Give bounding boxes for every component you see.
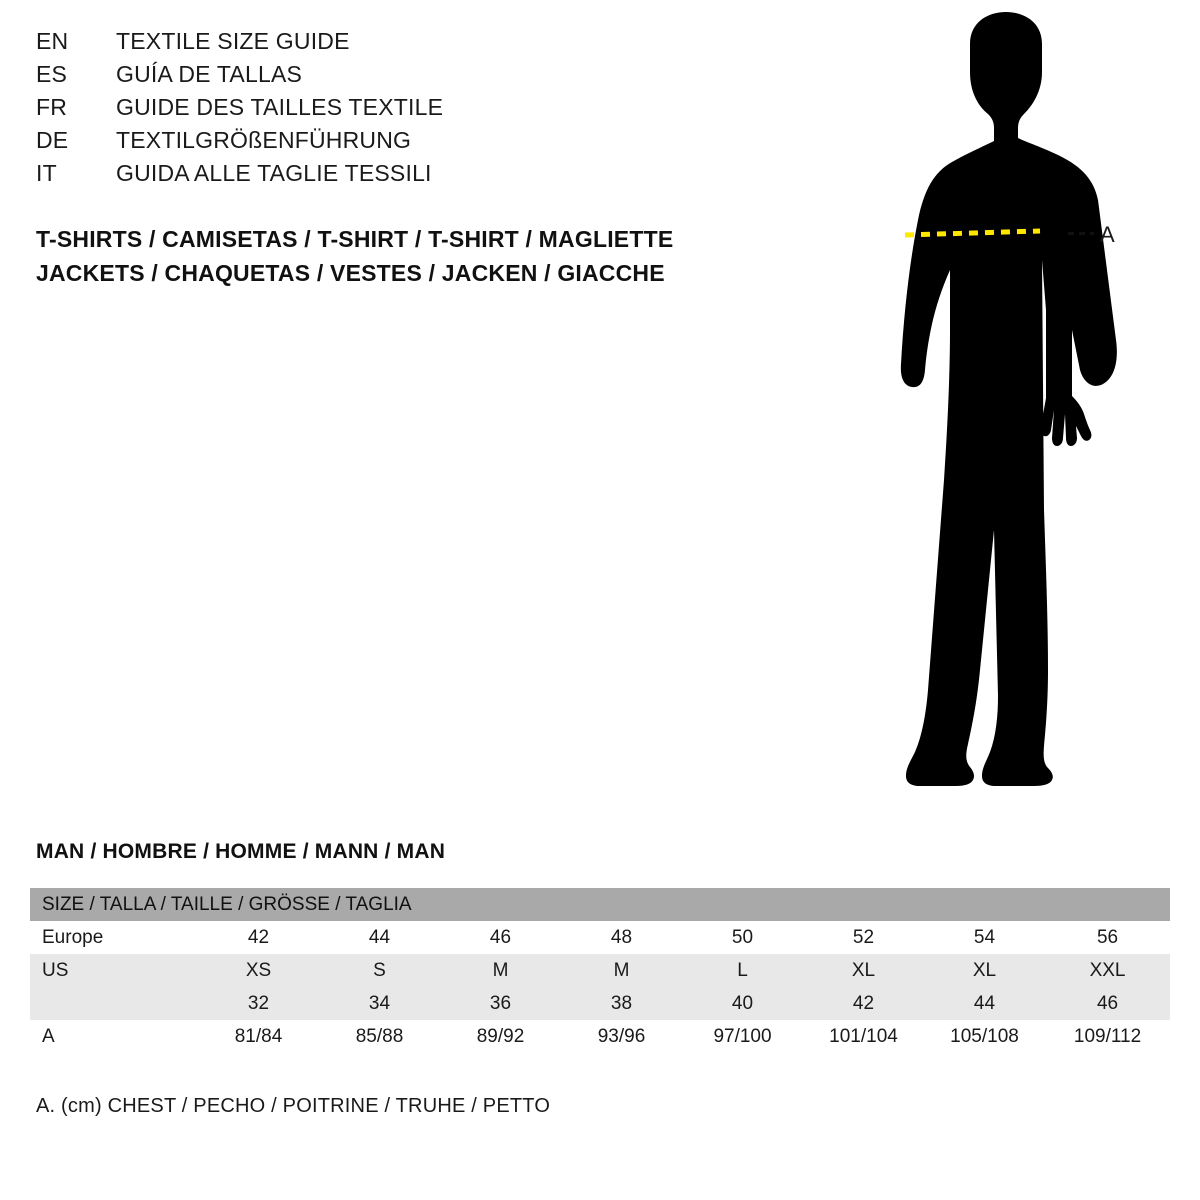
table-cell: 52 xyxy=(803,921,924,954)
table-header-label: SIZE / TALLA / TAILLE / GRÖSSE / TAGLIA xyxy=(30,888,1170,921)
table-cell: XL xyxy=(803,954,924,987)
chest-label-leader-dashes xyxy=(1068,232,1094,235)
size-table xyxy=(30,888,1170,1053)
garment-category-block xyxy=(36,222,796,290)
table-cell: XXL xyxy=(1045,954,1170,987)
table-cell: 109/112 xyxy=(1045,1020,1170,1053)
row-label: US xyxy=(30,954,198,987)
language-title: TEXTILE SIZE GUIDE xyxy=(116,28,350,54)
table-header-row xyxy=(30,888,1170,921)
table-cell: 85/88 xyxy=(319,1020,440,1053)
table-cell: 40 xyxy=(682,987,803,1020)
category-jackets: JACKETS / CHAQUETAS / VESTES / JACKEN / GIACCHE xyxy=(36,260,665,286)
table-cell: 34 xyxy=(319,987,440,1020)
table-row xyxy=(30,921,1170,954)
row-label: Europe xyxy=(30,921,198,954)
chest-measure-label: A xyxy=(1100,222,1115,247)
language-row-es xyxy=(36,61,756,94)
row-label xyxy=(30,987,198,1020)
language-row-fr xyxy=(36,94,756,127)
table-cell: 101/104 xyxy=(803,1020,924,1053)
table-cell: L xyxy=(682,954,803,987)
table-row xyxy=(30,987,1170,1020)
language-code: EN xyxy=(36,28,69,54)
male-silhouette-icon xyxy=(820,10,1180,800)
row-label: A xyxy=(30,1020,198,1053)
table-cell: XL xyxy=(924,954,1045,987)
language-code: IT xyxy=(36,160,57,186)
table-cell: 42 xyxy=(803,987,924,1020)
language-row-de xyxy=(36,127,756,160)
table-cell: 46 xyxy=(1045,987,1170,1020)
table-cell: 50 xyxy=(682,921,803,954)
table-cell: 54 xyxy=(924,921,1045,954)
table-cell: XS xyxy=(198,954,319,987)
category-tshirts: T-SHIRTS / CAMISETAS / T-SHIRT / T-SHIRT / MAGLIETTE xyxy=(36,226,674,252)
table-cell: 56 xyxy=(1045,921,1170,954)
table-group-title: MAN / HOMBRE / HOMME / MANN / MAN xyxy=(36,840,446,863)
language-code: DE xyxy=(36,127,69,153)
table-cell: 44 xyxy=(319,921,440,954)
table-cell: 38 xyxy=(561,987,682,1020)
table-cell: 81/84 xyxy=(198,1020,319,1053)
language-code: FR xyxy=(36,94,68,120)
table-cell: 105/108 xyxy=(924,1020,1045,1053)
table-cell: 97/100 xyxy=(682,1020,803,1053)
table-row xyxy=(30,1020,1170,1053)
table-cell: 46 xyxy=(440,921,561,954)
chest-measure-line xyxy=(900,225,1060,245)
language-title: GUÍA DE TALLAS xyxy=(116,61,303,87)
language-title: GUIDA ALLE TAGLIE TESSILI xyxy=(116,160,432,186)
body-silhouette-figure xyxy=(820,10,1180,800)
table-cell: 44 xyxy=(924,987,1045,1020)
table-cell: M xyxy=(440,954,561,987)
measurement-footnote: A. (cm) CHEST / PECHO / POITRINE / TRUHE / PETTO xyxy=(36,1095,551,1117)
language-title: GUIDE DES TAILLES TEXTILE xyxy=(116,94,444,120)
language-header-block xyxy=(36,28,756,193)
table-cell: 42 xyxy=(198,921,319,954)
table-cell: 93/96 xyxy=(561,1020,682,1053)
language-row-it xyxy=(36,160,756,193)
table-cell: 89/92 xyxy=(440,1020,561,1053)
language-title: TEXTILGRÖßENFÜHRUNG xyxy=(116,127,412,153)
table-cell: M xyxy=(561,954,682,987)
table-cell: 48 xyxy=(561,921,682,954)
table-cell: 32 xyxy=(198,987,319,1020)
table-row xyxy=(30,954,1170,987)
table-cell: 36 xyxy=(440,987,561,1020)
language-code: ES xyxy=(36,61,68,87)
language-row-en xyxy=(36,28,756,61)
table-cell: S xyxy=(319,954,440,987)
